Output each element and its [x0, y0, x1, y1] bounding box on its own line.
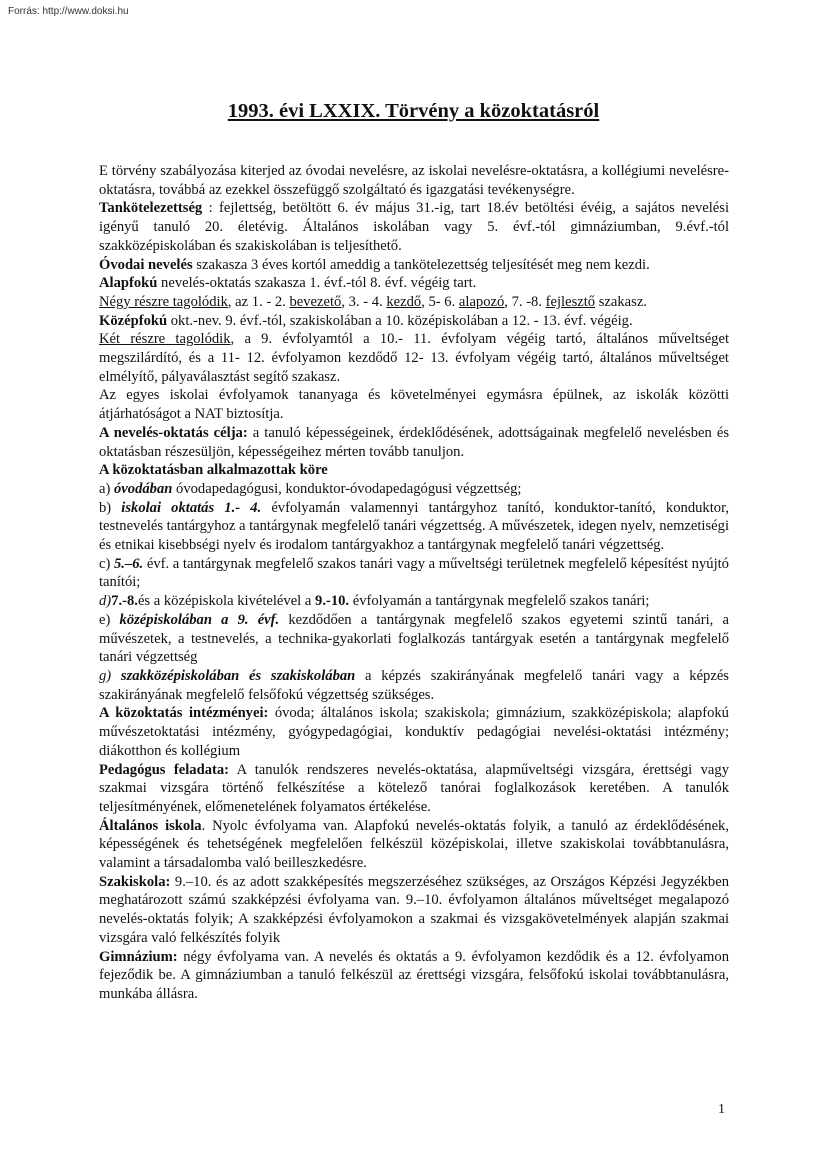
term: Alapfokú: [99, 275, 158, 292]
text: okt.-nev. 9. évf.-tól, szakiskolában a 10. középiskolában a 12. - 13. évf. végéig.: [167, 312, 633, 329]
text: óvoda; általános iskola; szakiskola; gimnázium, szakközépiskola; alapfokú művészetoktatási intézmény, gyógypedagógiai, konduktív pedagógiai nevelési-oktatási intézmény; diákotthon és kollégium: [99, 705, 729, 759]
pedagogus-paragraph: [99, 761, 729, 817]
kozepfoku-paragraph: [99, 312, 729, 331]
text: A tanulók rendszeres nevelés-oktatása, alapműveltségi vizsgára, érettségi vagy szakmai vizsgára történő felkészítése a kötelező tanórai foglalkozások keretében. A tanulók teljesítményének, előmenetelének folyamatos értékelése.: [99, 761, 729, 815]
document-body: [99, 162, 729, 1004]
text: , a 9. évfolyamtól a 10.- 11. évfolyam végéig tartó, általános műveltséget megszilárdító, és a 11- 12. évfolyamon kezdődő 12- 13. évfolyam végéig tartó, általános műveltséget elmélyítő, pályaválasztást segítő szakasz.: [99, 331, 730, 385]
alapfoku-paragraph: [99, 274, 729, 293]
text: : fejlettség, betöltött 6. év május 31.-ig, tart 18.év betöltési évéig, a sajátos nevelési igényű tanuló 20. életévig. Általános iskolában vagy 5. évf.-tól gimnáziumban, 9.évf.-tól szakközépiskolában és szakiskolában is teljesíthető.: [99, 200, 729, 254]
source-note: Forrás: http://www.doksi.hu: [8, 6, 129, 17]
text: a tanuló képességeinek, érdeklődésének, adottságainak megfelelő nevelésben és oktatásban részesüljön, képességeihez mérten tovább tanuljon.: [99, 424, 730, 460]
item-d: d)7.-8.és a középiskola kivételével a 9.-10. évfolyamán a tantárgynak megfelelő szakos tanári;: [99, 593, 650, 610]
item-a: a) óvodában óvodapedagógusi, konduktor-óvodapedagógusi végzettség;: [99, 480, 522, 497]
text: . Nyolc évfolyama van. Alapfokú nevelés-oktatás folyik, a tanuló az érdeklődésének, képességének és tehetségének megfelelően felkészül középiskolai, illetve szakiskolai továbbtanulásra, valamint a társadalomba való beilleszkedésre.: [99, 817, 729, 872]
altalanos-iskola-paragraph: [99, 817, 729, 873]
term: Gimnázium:: [99, 948, 178, 965]
gimnazium-paragraph: [99, 948, 729, 1004]
intezmenyei-paragraph: [99, 704, 729, 760]
term: A nevelés-oktatás célja:: [99, 424, 248, 441]
ovodai-neveles-paragraph: [99, 256, 729, 275]
term: 9.-10.: [315, 593, 350, 610]
nat-paragraph: Az egyes iskolai évfolyamok tananyaga és követelményei egymásra épülnek, az iskolák közötti átjárhatóságot a NAT biztosítja.: [99, 387, 729, 423]
intro-paragraph: E törvény szabályozása kiterjed az óvodai nevelésre, az iskolai nevelésre-oktatásra, a kollégiumi nevelésre-oktatásra, továbbá az ezekkel összefüggő szolgáltató és igazgatási tevékenységre.: [99, 163, 729, 198]
term: A közoktatás intézményei:: [99, 705, 269, 722]
underlined-term: bevezető: [289, 293, 342, 310]
underlined-term: fejlesztő: [545, 293, 596, 310]
document-title: 1993. évi LXXIX. Törvény a közoktatásról: [227, 100, 600, 122]
text: 9.–10. és az adott szakképesítés megszerzéséhez szükséges, az Országos Képzési Jegyzékben meghatározott számú szakképzési évfolyama van. 9.–10. évfolyamon általános műveltséget megalapozó nevelés-oktatás folyik; A szakképzési évfolyamokon a szakmai és vizsgakövetelmények alapján szakmai vizsgára való felkészítés folyik: [99, 873, 729, 946]
text: négy évfolyama van. A nevelés és oktatás a 9. évfolyamon kezdődik és a 12. évfolyamon fejeződik be. A gimnáziumban a tanuló felkészül az érettségi vizsgára, felsőfokú iskolai továbbtanulásra, munkába állásra.: [99, 948, 729, 1002]
item-b: b) iskolai oktatás 1.- 4. évfolyamán valamennyi tantárgyhoz tanító, konduktor-tanító, konduktor, testnevelés tantárgyhoz a tantárgynak megfelelő tanári végzettség. A művészetek, idegen nyelv, nemzetiségi és etnikai kisebbségi nyelv és irodalom tantárgyakhoz a tantárgynak megfelelő tanári végzettség.: [99, 499, 729, 554]
text: szakasza 3 éves kortól ameddig a tankötelezettség teljesítését meg nem kezdi.: [192, 256, 650, 273]
underlined-lead: Négy részre tagolódik: [99, 293, 228, 310]
alkalmazottak-heading: A közoktatásban alkalmazottak köre: [99, 462, 328, 479]
term: Tankötelezettség: [99, 200, 203, 217]
item-g: g) szakközépiskolában és szakiskolában a képzés szakirányának megfelelő tanári vagy a képzés szakirányának megfelelő felsőfokú végzettség szükséges.: [99, 667, 729, 703]
tankotelezettseg-paragraph: [99, 199, 729, 255]
ket-reszre-paragraph: [99, 330, 729, 386]
item-c: c) 5.–6. évf. a tantárgynak megfelelő szakos tanári vagy a műveltségi területnek megfelelő képesítést nyújtó tanítói;: [99, 555, 729, 591]
term: Pedagógus feladata:: [99, 761, 230, 778]
term: szakközépiskolában és szakiskolában: [120, 667, 356, 684]
term: iskolai oktatás 1.- 4.: [121, 499, 262, 516]
celja-paragraph: [99, 424, 729, 461]
szakiskola-paragraph: [99, 873, 729, 948]
term: Középfokú: [99, 312, 168, 329]
item-e: e) középiskolában a 9. évf. kezdődően a tantárgynak megfelelő szakos egyetemi szintű tanári, a művészetek, a testnevelés, a technika-gyakorlati foglalkozás tantárgyak esetén a tantárgynak megfelelő tanári végzettség: [99, 611, 729, 666]
term: Szakiskola:: [99, 873, 171, 890]
term: óvodában: [114, 480, 173, 497]
term: 5.–6.: [114, 555, 144, 572]
text: nevelés-oktatás szakasza 1. évf.-tól 8. évf. végéig tart.: [157, 275, 477, 292]
term: Általános iskola: [99, 817, 202, 834]
page-number: 1: [718, 1102, 725, 1117]
term: 7.-8.: [111, 593, 138, 610]
underlined-lead: Két részre tagolódik: [99, 331, 231, 348]
underlined-term: kezdő: [386, 293, 422, 310]
term: Óvodai nevelés: [99, 256, 193, 273]
term: középiskolában a 9. évf.: [119, 611, 280, 628]
underlined-term: alapozó: [458, 293, 505, 310]
negy-reszre-paragraph: Négy részre tagolódik, az 1. - 2. bevezető, 3. - 4. kezdő, 5- 6. alapozó, 7. -8. fejlesztő szakasz.: [99, 293, 647, 310]
